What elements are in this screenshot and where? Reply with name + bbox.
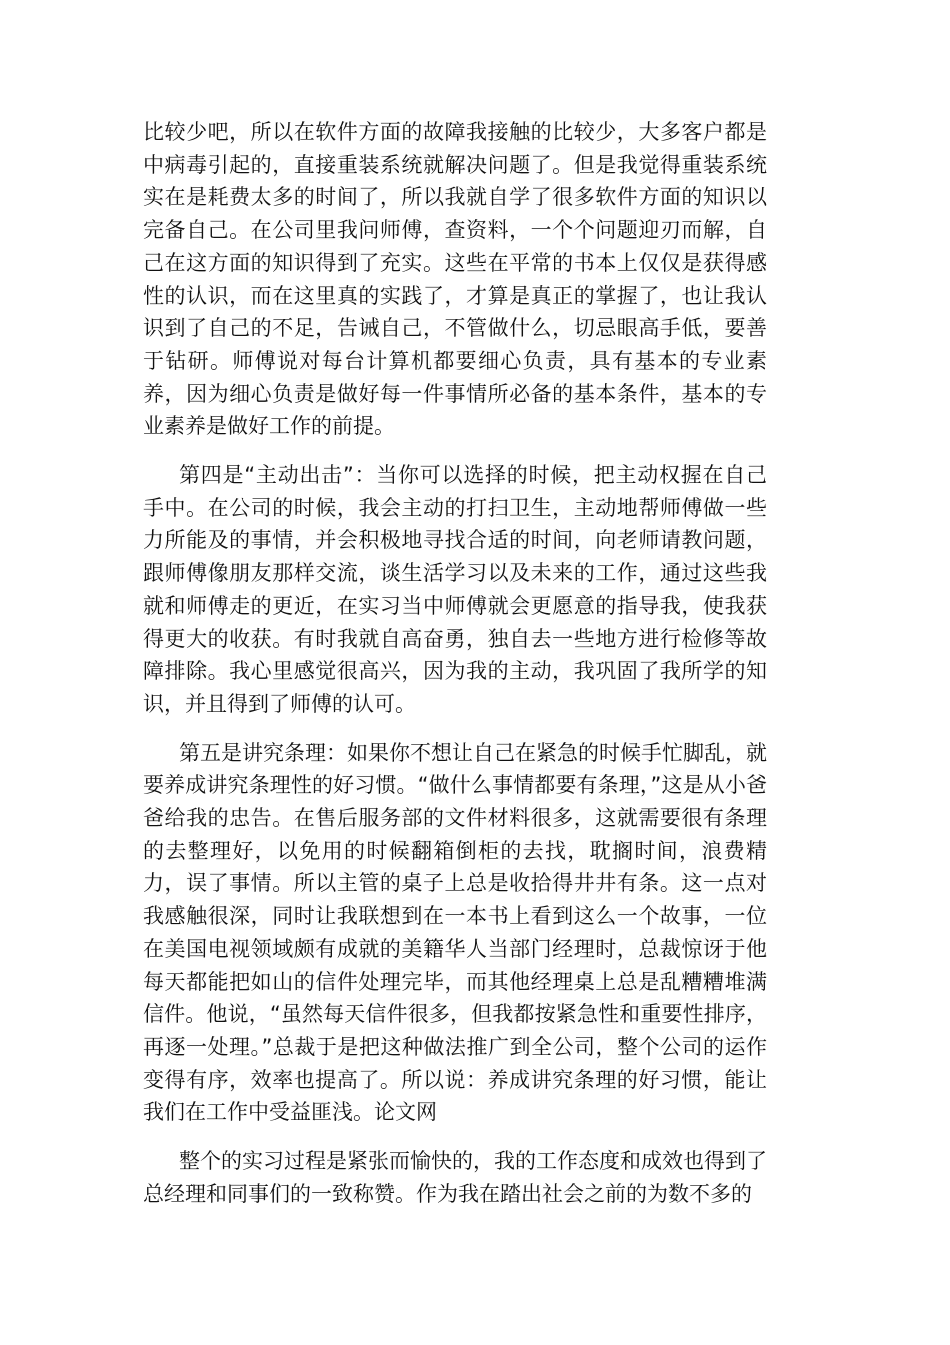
paragraph-software-troubleshooting: 比较少吧，所以在软件方面的故障我接触的比较少，大多客户都是中病毒引起的，直接重装系统就解决问题了。但是我觉得重装系统实在是耗费太多的时间了，所以我就自学了很多软件方面的知识以完备自己。在公司里我问师傅，查资料，一个个问题迎刃而解，自己在这方面的知识得到了充实。这些在平常的书本上仅仅是获得感性的认识，而在这里真的实践了，才算是真正的掌握了，也让我认识到了自己的不足，告诫自己，不管做什么，切忌眼高手低，要善于钻研。师傅说对每台计算机都要细心负责，具有基本的专业素养，因为细心负责是做好每一件事情所必备的基本条件，基本的专业素养是做好工作的前提。 <box>143 120 767 439</box>
document-page <box>143 116 767 1211</box>
paragraph-stay-organized: 第五是讲究条理：如果你不想让自己在紧急的时候手忙脚乱，就要养成讲究条理性的好习惯。“做什么事情都要有条理，”这是从小爸爸给我的忠告。在售后服务部的文件材料很多，这就需要很有条理的去整理好，以免用的时候翻箱倒柜的去找，耽搁时间，浪费精力，误了事情。所以主管的桌子上总是收拾得井井有条。这一点对我感触很深，同时让我联想到在一本书上看到这么一个故事，一位在美国电视领域颇有成就的美籍华人当部门经理时，总裁惊讶于他每天都能把如山的信件处理完毕，而其他经理桌上总是乱糟糟堆满信件。他说，“虽然每天信件很多，但我都按紧急性和重要性排序，再逐一处理。”总裁于是把这种做法推广到全公司，整个公司的运作变得有序，效率也提高了。所以说：养成讲究条理的好习惯，能让我们在工作中受益匪浅。论文网 <box>143 740 767 1125</box>
paragraph-take-initiative: 第四是“主动出击”：当你可以选择的时候，把主动权握在自己手中。在公司的时候，我会主动的打扫卫生，主动地帮师傅做一些力所能及的事情，并会积极地寻找合适的时间，向老师请教问题，跟师傅像朋友那样交流，谈生活学习以及未来的工作，通过这些我就和师傅走的更近，在实习当中师傅就会更愿意的指导我，使我获得更大的收获。有时我就自高奋勇，独自去一些地方进行检修等故障排除。我心里感觉很高兴，因为我的主动，我巩固了我所学的知识，并且得到了师傅的认可。 <box>143 463 767 716</box>
paragraph-internship-summary: 整个的实习过程是紧张而愉快的，我的工作态度和成效也得到了总经理和同事们的一致称赞。作为我在踏出社会之前的为数不多的 <box>143 1149 767 1206</box>
